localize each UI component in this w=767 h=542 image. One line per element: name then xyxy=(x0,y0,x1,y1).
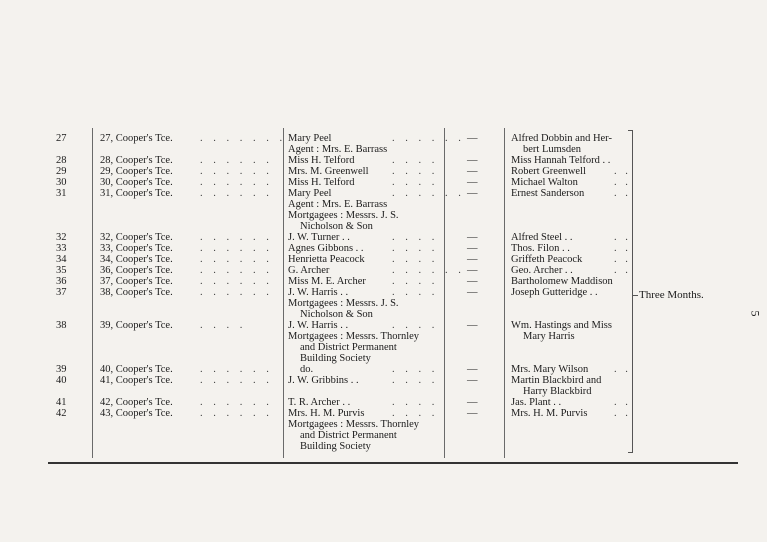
dash-mark: — xyxy=(467,397,478,408)
leader-dots: . . . . . . xyxy=(200,287,273,298)
owner-name: J. W. Gribbins . . xyxy=(288,375,359,386)
owner-name: do. xyxy=(300,364,314,375)
property-address: 37, Cooper's Tce. xyxy=(100,276,173,287)
entry-number: 33 xyxy=(56,243,67,254)
property-address: 32, Cooper's Tce. xyxy=(100,232,173,243)
owner-name: Mortgagees : Messrs. Thornley xyxy=(288,419,420,430)
leader-dots: . . . . xyxy=(392,254,439,265)
owner-name: J. W. Harris . . xyxy=(288,320,349,331)
occupier-name: Miss Hannah Telford . . xyxy=(511,155,611,166)
leader-dots: . . . . . . xyxy=(200,276,273,287)
entry-number: 34 xyxy=(56,254,67,265)
dash-mark: — xyxy=(467,133,478,144)
entry-number: 36 xyxy=(56,276,67,287)
owner-name: Mortgagees : Messrs. J. S. xyxy=(288,298,399,309)
entry-number: 42 xyxy=(56,408,67,419)
occupier-name: Mrs. Mary Wilson xyxy=(511,364,589,375)
owner-name: Agnes Gibbons . . xyxy=(288,243,364,254)
column-rule-2 xyxy=(283,128,284,458)
brace xyxy=(632,130,633,452)
occupier-name: Mrs. H. M. Purvis xyxy=(511,408,588,419)
occupier-name: bert Lumsden xyxy=(523,144,582,155)
dash-mark: — xyxy=(467,188,478,199)
owner-name: Mrs. H. M. Purvis xyxy=(288,408,365,419)
entry-number: 28 xyxy=(56,155,67,166)
leader-dots: . . . . . . xyxy=(200,177,273,188)
property-address: 40, Cooper's Tce. xyxy=(100,364,173,375)
owner-name: and District Permanent xyxy=(300,342,397,353)
leader-dots: . . xyxy=(614,177,631,188)
dash-mark: — xyxy=(467,364,478,375)
dash-mark: — xyxy=(467,320,478,331)
owner-name: G. Archer xyxy=(288,265,330,276)
dash-mark: — xyxy=(467,155,478,166)
owner-name: Henrietta Peacock xyxy=(288,254,365,265)
dash-mark: — xyxy=(467,166,478,177)
leader-dots: . . . . . . xyxy=(392,188,465,199)
occupier-name: Jas. Plant . . xyxy=(511,397,562,408)
dash-mark: — xyxy=(467,408,478,419)
entry-number: 27 xyxy=(56,133,67,144)
property-address: 30, Cooper's Tce. xyxy=(100,177,173,188)
occupier-name: Harry Blackbird xyxy=(523,386,592,397)
property-address: 29, Cooper's Tce. xyxy=(100,166,173,177)
owner-name: and District Permanent xyxy=(300,430,397,441)
occupier-name: Bartholomew Maddison xyxy=(511,276,613,287)
occupier-name: Michael Walton xyxy=(511,177,578,188)
occupier-name: Joseph Gutteridge . . xyxy=(511,287,598,298)
leader-dots: . . xyxy=(614,254,631,265)
owner-name: J. W. Turner . . xyxy=(288,232,350,243)
occupier-name: Alfred Dobbin and Her- xyxy=(511,133,612,144)
owner-name: Nicholson & Son xyxy=(300,221,373,232)
property-address: 31, Cooper's Tce. xyxy=(100,188,173,199)
occupier-name: Thos. Filon . . xyxy=(511,243,570,254)
page-number: 5 xyxy=(748,310,763,317)
occupier-name: Alfred Steel . . xyxy=(511,232,573,243)
leader-dots: . . . . . . xyxy=(200,155,273,166)
leader-dots: . . . . . . xyxy=(392,133,465,144)
occupier-name: Griffeth Peacock xyxy=(511,254,583,265)
owner-name: Miss H. Telford xyxy=(288,155,355,166)
leader-dots: . . . . . . xyxy=(200,375,273,386)
leader-dots: . . . . xyxy=(200,320,247,331)
occupier-name: Robert Greenwell xyxy=(511,166,586,177)
owner-name: Miss M. E. Archer xyxy=(288,276,366,287)
leader-dots: . . . . . . xyxy=(200,408,273,419)
leader-dots: . . xyxy=(614,364,631,375)
leader-dots: . . . . xyxy=(392,287,439,298)
leader-dots: . . xyxy=(614,243,631,254)
owner-name: Nicholson & Son xyxy=(300,309,373,320)
property-address: 36, Cooper's Tce. xyxy=(100,265,173,276)
entry-number: 40 xyxy=(56,375,67,386)
property-address: 28, Cooper's Tce. xyxy=(100,155,173,166)
occupier-name: Ernest Sanderson xyxy=(511,188,585,199)
owner-name: Building Society xyxy=(300,353,371,364)
entry-number: 30 xyxy=(56,177,67,188)
leader-dots: . . . . xyxy=(392,232,439,243)
leader-dots: . . . . xyxy=(392,177,439,188)
entry-number: 35 xyxy=(56,265,67,276)
leader-dots: . . . . . . xyxy=(200,243,273,254)
leader-dots: . . . . . . xyxy=(200,254,273,265)
leader-dots: . . xyxy=(614,265,631,276)
owner-name: Mortgagees : Messrs. Thornley xyxy=(288,331,420,342)
dash-mark: — xyxy=(467,177,478,188)
leader-dots: . . xyxy=(614,397,631,408)
property-address: 33, Cooper's Tce. xyxy=(100,243,173,254)
owner-name: Miss H. Telford xyxy=(288,177,355,188)
leader-dots: . . . . xyxy=(392,155,439,166)
property-address: 41, Cooper's Tce. xyxy=(100,375,173,386)
occupier-name: Wm. Hastings and Miss xyxy=(511,320,612,331)
occupier-name: Martin Blackbird and xyxy=(511,375,602,386)
leader-dots: . . . . . . xyxy=(200,232,273,243)
column-rule-3 xyxy=(444,128,445,458)
bottom-rule xyxy=(48,462,738,464)
dash-mark: — xyxy=(467,276,478,287)
leader-dots: . . xyxy=(614,232,631,243)
leader-dots: . . . . . . xyxy=(200,397,273,408)
property-address: 42, Cooper's Tce. xyxy=(100,397,173,408)
owner-name: J. W. Harris . . xyxy=(288,287,349,298)
leader-dots: . . . . xyxy=(392,364,439,375)
owner-name: Agent : Mrs. E. Barrass xyxy=(288,144,388,155)
leader-dots: . . . . . . . xyxy=(200,133,287,144)
tenancy-term: Three Months. xyxy=(639,289,704,301)
dash-mark: — xyxy=(467,265,478,276)
leader-dots: . . xyxy=(614,408,631,419)
brace-bottom xyxy=(628,452,633,453)
leader-dots: . . . . xyxy=(392,320,439,331)
entry-number: 29 xyxy=(56,166,67,177)
owner-name: Mrs. M. Greenwell xyxy=(288,166,369,177)
occupier-name: Mary Harris xyxy=(523,331,575,342)
leader-dots: . . . . . . xyxy=(200,364,273,375)
brace-point xyxy=(633,295,638,296)
owner-name: Mortgagees : Messrs. J. S. xyxy=(288,210,399,221)
entry-number: 39 xyxy=(56,364,67,375)
leader-dots: . . . . xyxy=(392,276,439,287)
property-address: 27, Cooper's Tce. xyxy=(100,133,173,144)
property-address: 38, Cooper's Tce. xyxy=(100,287,173,298)
leader-dots: . . xyxy=(614,166,631,177)
dash-mark: — xyxy=(467,243,478,254)
property-address: 43, Cooper's Tce. xyxy=(100,408,173,419)
entry-number: 37 xyxy=(56,287,67,298)
entry-number: 38 xyxy=(56,320,67,331)
dash-mark: — xyxy=(467,232,478,243)
owner-name: T. R. Archer . . xyxy=(288,397,351,408)
leader-dots: . . . . xyxy=(392,408,439,419)
dash-mark: — xyxy=(467,287,478,298)
property-address: 34, Cooper's Tce. xyxy=(100,254,173,265)
property-address: 39, Cooper's Tce. xyxy=(100,320,173,331)
leader-dots: . . . . xyxy=(392,243,439,254)
leader-dots: . . . . . . xyxy=(392,265,465,276)
column-rule-1 xyxy=(92,128,93,458)
leader-dots: . . . . . . xyxy=(200,265,273,276)
owner-name: Agent : Mrs. E. Barrass xyxy=(288,199,388,210)
owner-name: Mary Peel xyxy=(288,188,332,199)
occupier-name: Geo. Archer . . xyxy=(511,265,573,276)
leader-dots: . . . . xyxy=(392,375,439,386)
owner-name: Mary Peel xyxy=(288,133,332,144)
leader-dots: . . . . . . xyxy=(200,188,273,199)
leader-dots: . . xyxy=(614,188,631,199)
dash-mark: — xyxy=(467,375,478,386)
leader-dots: . . . . xyxy=(392,166,439,177)
leader-dots: . . . . xyxy=(392,397,439,408)
column-rule-4 xyxy=(504,128,505,458)
entry-number: 31 xyxy=(56,188,67,199)
owner-name: Building Society xyxy=(300,441,371,452)
entry-number: 32 xyxy=(56,232,67,243)
dash-mark: — xyxy=(467,254,478,265)
entry-number: 41 xyxy=(56,397,67,408)
leader-dots: . . . . . . xyxy=(200,166,273,177)
